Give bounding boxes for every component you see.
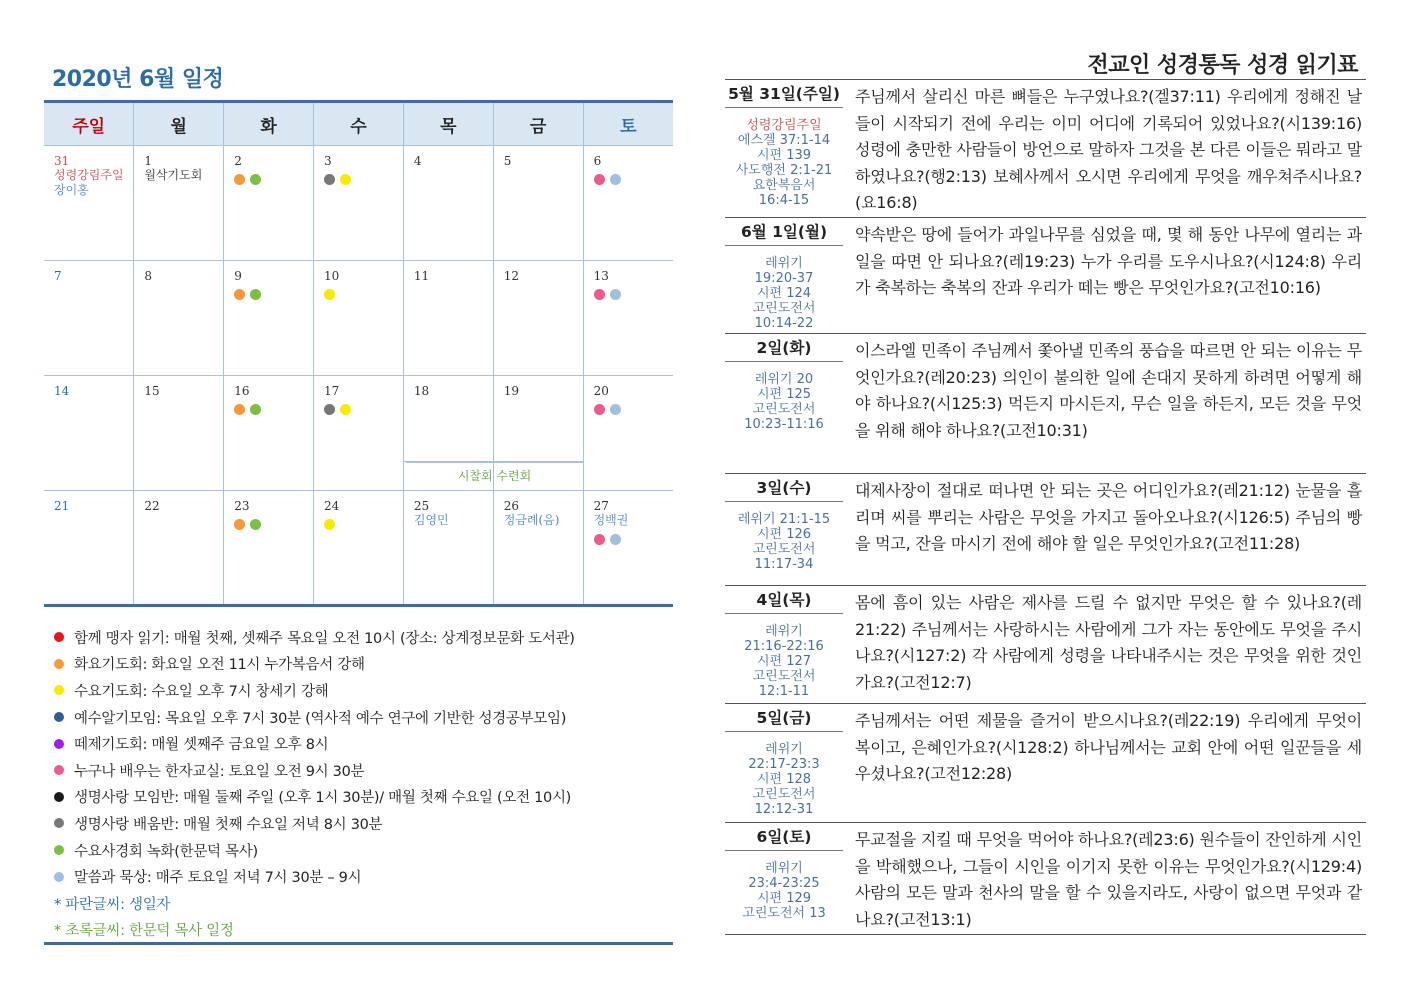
event-dot-icon [234, 519, 245, 530]
calendar-grid [44, 100, 673, 607]
plan-entry-refs [725, 614, 843, 699]
event-dot-icon [610, 534, 621, 545]
legend-dot-icon [54, 632, 64, 642]
calendar-title: 2020년 6월 일정 [52, 67, 224, 92]
plan-entry-questions: 주님께서는 어떤 제물을 즐거이 받으시나요?(레22:19) 우리에게 무엇이 복이고, 은혜인가요?(시128:2) 하나님께서는 교회 안에 어떤 일꾼들을 세우셨나요?(고전12:28) [855, 711, 1362, 783]
weekday-wed: 수 [314, 102, 404, 146]
plan-entry-ref: 시편 125 [756, 387, 812, 402]
plan-entry-ref: 레위기 [765, 624, 803, 639]
calendar-day-cell [224, 491, 314, 606]
day-number: 4 [413, 154, 422, 168]
day-number: 17 [324, 384, 340, 398]
calendar-day-cell [403, 261, 493, 376]
day-number: 14 [54, 384, 70, 398]
plan-entry [725, 586, 1366, 704]
legend-note: * 파란글씨: 생일자 [54, 896, 171, 913]
plan-entry-ref: 10:23-11:16 [744, 417, 824, 432]
plan-entry-questions: 이스라엘 민족이 주님께서 쫓아낼 민족의 풍습을 따르면 안 되는 이유는 무엇인가요?(레20:23) 의인이 불의한 일에 손대지 못하게 하려면 어떻게 해야 하나요?(시125:3) 먹든지 마시든지, 무슨 일을 하든지, 모든 것을 무엇을 위해 해야 하나요?(고전10:31) [855, 341, 1362, 440]
plan-title: 전교인 성경통독 성경 읽기표 [1087, 53, 1358, 78]
weekday-fri: 금 [493, 102, 583, 146]
legend-bottom-rule [44, 942, 673, 945]
legend-text: 수요기도회: 수요일 오후 7시 창세기 강해 [74, 683, 329, 700]
legend-item [54, 810, 674, 837]
legend-dot-icon [54, 872, 64, 882]
legend [54, 624, 674, 943]
event-dot-icon [610, 404, 621, 415]
weekday-tue: 화 [224, 102, 314, 146]
day-note: 성령강림주일 [54, 168, 124, 182]
day-note: 김영민 [413, 513, 449, 527]
day-number: 13 [593, 269, 609, 283]
plan-entry [725, 474, 1366, 586]
reading-plan [725, 79, 1366, 935]
plan-entry-refs [725, 246, 843, 331]
plan-entry-ref: 시편 128 [756, 772, 812, 787]
event-dot-icon [340, 174, 351, 185]
day-number: 15 [144, 384, 160, 398]
legend-text: 누구나 배우는 한자교실: 토요일 오전 9시 30분 [74, 763, 365, 780]
event-dot-icon [250, 174, 261, 185]
day-number: 12 [503, 269, 519, 283]
calendar-day-cell [44, 146, 134, 261]
plan-entry-ref: 요한복음서 [752, 178, 816, 193]
event-dot-icon [340, 404, 351, 415]
event-dot-icon [250, 404, 261, 415]
plan-entry-ref: 레위기 [765, 861, 803, 876]
plan-entry [725, 823, 1366, 935]
plan-entry-ref: 시편 127 [756, 654, 812, 669]
plan-entry-side [725, 218, 843, 333]
legend-item [54, 624, 674, 651]
calendar-day-cell-top [494, 376, 583, 462]
legend-item [54, 651, 674, 678]
legend-item [54, 757, 674, 784]
calendar-day-cell [314, 491, 404, 606]
day-number: 20 [593, 384, 609, 398]
plan-entry-ref: 사도행전 2:1-21 [735, 163, 833, 178]
calendar-day-cell [314, 376, 404, 491]
event-dot-icon [594, 404, 605, 415]
legend-text: 말씀과 묵상: 매주 토요일 저녁 7시 30분 – 9시 [74, 870, 362, 887]
plan-entry-date: 5월 31일(주일) [725, 80, 843, 108]
legend-text: 수요사경회 녹화(한문덕 목사) [74, 843, 258, 860]
legend-note: * 초록글씨: 한문덕 목사 일정 [54, 923, 234, 940]
legend-dot-icon [54, 659, 64, 669]
plan-entry-date: 5일(금) [725, 704, 843, 732]
day-number: 21 [54, 499, 70, 513]
plan-entry-ref: 고린도전서 [752, 669, 816, 684]
plan-entry-ref: 고린도전서 [752, 301, 816, 316]
plan-entry-side [725, 704, 843, 822]
event-dot-icon [594, 289, 605, 300]
plan-entry-ref: 에스겔 37:1-14 [737, 133, 831, 148]
day-number: 2 [234, 154, 242, 168]
day-note: 월삭기도회 [144, 168, 203, 182]
event-dots [234, 404, 313, 415]
legend-dot-icon [54, 792, 64, 802]
day-number: 3 [324, 154, 332, 168]
day-number: 11 [413, 269, 430, 283]
legend-text: 함께 맹자 읽기: 매월 첫째, 셋째주 목요일 오전 10시 (장소: 상계정보문화 도서관) [74, 630, 575, 647]
day-number: 6 [593, 154, 602, 168]
legend-text: 예수알기모임: 목요일 오후 7시 30분 (역사적 예수 연구에 기반한 성경공부모임) [74, 710, 567, 727]
legend-item [54, 784, 674, 811]
legend-item [54, 704, 674, 731]
plan-entry-refs [725, 108, 843, 208]
plan-entry-ref: 11:17-34 [754, 557, 814, 572]
plan-entry-questions: 무교절을 지킬 때 무엇을 먹어야 하나요?(레23:6) 원수들이 잔인하게 시인을 박해했으나, 그들이 시인을 이기지 못한 이유는 무엇인가요?(시129:4) 사람의 모든 말과 천사의 말을 할 수 있을지라도, 사랑이 없으면 무엇과 같나요?(고전13:1) [855, 830, 1362, 929]
plan-entry-ref: 16:4-15 [758, 193, 810, 208]
calendar-day-cell [493, 491, 583, 606]
plan-entry-ref: 12:1-11 [758, 684, 810, 699]
plan-entry-date: 6월 1일(월) [725, 218, 843, 246]
day-number: 1 [144, 154, 152, 168]
plan-entry-date: 3일(수) [725, 474, 843, 502]
plan-entry-ref: 레위기 [765, 742, 803, 757]
calendar-week-row [44, 491, 673, 606]
plan-entry [725, 218, 1366, 334]
event-dot-icon [324, 174, 335, 185]
plan-entry-ref: 12:12-31 [754, 802, 814, 817]
day-number: 26 [503, 499, 519, 513]
event-dot-icon [324, 404, 335, 415]
legend-item [54, 730, 674, 757]
weekday-sat: 토 [583, 102, 673, 146]
plan-entry-date: 6일(토) [725, 823, 843, 851]
calendar-day-cell [134, 376, 224, 491]
calendar-day-cell [314, 146, 404, 261]
calendar-day-cell [44, 261, 134, 376]
legend-item [54, 863, 674, 890]
event-dot-icon [594, 174, 605, 185]
day-number: 24 [324, 499, 340, 513]
plan-entry-ref: 시편 126 [756, 527, 812, 542]
plan-entry-highlight: 성령강림주일 [746, 118, 822, 133]
day-number: 7 [54, 269, 62, 283]
event-dots [234, 289, 313, 300]
calendar-day-cell [224, 376, 314, 491]
day-number: 9 [234, 269, 242, 283]
calendar-day-cell [224, 261, 314, 376]
event-dots [234, 174, 313, 185]
plan-entry-ref: 19:20-37 [754, 271, 814, 286]
calendar-day-cell-top [404, 376, 493, 462]
plan-entry-ref: 레위기 21:1-15 [737, 512, 831, 527]
event-dots [324, 174, 403, 185]
event-dots [594, 404, 673, 415]
plan-entry [725, 334, 1366, 474]
legend-text: 떼제기도회: 매월 셋째주 금요일 오후 8시 [74, 737, 329, 754]
event-dot-icon [234, 404, 245, 415]
plan-entry-ref: 시편 139 [756, 148, 812, 163]
plan-entry-ref: 고린도전서 [752, 542, 816, 557]
calendar-day-cell [44, 491, 134, 606]
calendar-day-cell [403, 491, 493, 606]
plan-entry-questions: 약속받은 땅에 들어가 과일나무를 심었을 때, 몇 해 동안 나무에 열리는 과일을 따면 안 되나요?(레19:23) 누가 우리를 도우시나요?(시124:8) 우리가 축복하는 축복의 잔과 우리가 떼는 빵은 무엇인가요?(고전10:16) [855, 225, 1362, 297]
calendar-day-cell [403, 146, 493, 261]
plan-entry-date: 4일(목) [725, 586, 843, 614]
day-number: 5 [503, 154, 512, 168]
plan-entry-refs [725, 732, 843, 817]
plan-entry-ref: 21:16-22:16 [744, 639, 824, 654]
event-dot-icon [324, 519, 335, 530]
legend-dot-icon [54, 685, 64, 695]
event-dot-icon [234, 289, 245, 300]
day-number: 10 [324, 269, 340, 283]
event-dots [324, 289, 403, 300]
plan-entry-questions: 주님께서 살리신 마른 뼈들은 누구였나요?(겔37:11) 우리에게 정해진 날들이 시작되기 전에 우리는 이미 어디에 기록되어 있었나요?(시139:16) 성령에 충만한 사람들이 방언으로 말하자 그것을 본 다른 이들은 뭐라고 말하였나요?(행2:13) 보혜사께서 오시면 우리에게 무엇을 깨우쳐주시나요?(요16:8) [855, 87, 1362, 212]
day-number: 31 [54, 154, 70, 168]
legend-dot-icon [54, 845, 64, 855]
legend-dot-icon [54, 712, 64, 722]
plan-entry [725, 80, 1366, 218]
plan-entry-date: 2일(화) [725, 334, 843, 362]
day-number: 18 [413, 384, 430, 398]
event-dots [324, 519, 403, 530]
day-number: 16 [234, 384, 250, 398]
calendar-day-cell [583, 376, 673, 491]
legend-dot-icon [54, 739, 64, 749]
event-dots [594, 289, 673, 300]
plan-entry-questions: 대제사장이 절대로 떠나면 안 되는 곳은 어디인가요?(레21:12) 눈물을 흘리며 씨를 뿌리는 사람은 무엇을 가지고 돌아오나요?(시126:5) 주님의 빵을 먹고, 잔을 마시기 전에 해야 할 일은 무엇인가요?(고전11:28) [855, 481, 1362, 553]
event-dot-icon [594, 534, 605, 545]
calendar-day-cell [134, 261, 224, 376]
legend-text: 생명사랑 모임반: 매월 둘째 주일 (오후 1시 30분)/ 매월 첫째 수요일 (오전 10시) [74, 790, 572, 807]
event-dot-icon [324, 289, 335, 300]
event-dots [324, 404, 403, 415]
calendar-day-cell [134, 146, 224, 261]
plan-entry-ref: 시편 124 [756, 286, 812, 301]
event-dots [234, 519, 313, 530]
plan-entry-ref: 23:4-23:25 [748, 876, 820, 891]
plan-entry-side [725, 586, 843, 703]
plan-entry [725, 704, 1366, 823]
plan-entry-ref: 고린도전서 [752, 402, 816, 417]
plan-entry-refs [725, 851, 843, 921]
plan-entry-refs [725, 362, 843, 432]
event-dot-icon [250, 289, 261, 300]
weekday-sun: 주일 [44, 102, 134, 146]
calendar-week-row [44, 146, 673, 261]
plan-entry-side [725, 80, 843, 217]
day-note: 장이홍 [54, 183, 89, 197]
day-note: 정금례(음) [503, 513, 560, 527]
legend-dot-icon [54, 818, 64, 828]
day-note: 정백권 [593, 513, 629, 527]
calendar-day-cell [493, 146, 583, 261]
span-event-retreat: 시찰회 수련회 [406, 462, 584, 488]
legend-item [54, 677, 674, 704]
plan-entry-side [725, 474, 843, 585]
day-number: 27 [593, 499, 609, 513]
plan-entry-side [725, 823, 843, 934]
calendar-day-cell [583, 146, 673, 261]
weekday-mon: 월 [134, 102, 224, 146]
plan-entry-ref: 시편 129 [756, 891, 812, 906]
legend-text: 화요기도회: 화요일 오전 11시 누가복음서 강해 [74, 657, 365, 674]
event-dots [594, 174, 673, 185]
event-dot-icon [250, 519, 261, 530]
event-dots [594, 534, 673, 545]
calendar-day-cell [493, 261, 583, 376]
legend-text: 생명사랑 배움반: 매월 첫째 수요일 저녁 8시 30분 [74, 816, 383, 833]
calendar-day-cell [583, 491, 673, 606]
calendar-day-cell [314, 261, 404, 376]
plan-entry-ref: 22:17-23:3 [748, 757, 820, 772]
event-dot-icon [234, 174, 245, 185]
plan-entry-ref: 레위기 [765, 256, 803, 271]
weekday-header-row [44, 102, 673, 146]
plan-entry-refs [725, 502, 843, 572]
plan-entry-ref: 레위기 20 [754, 372, 814, 387]
legend-dot-icon [54, 765, 64, 775]
event-dot-icon [610, 174, 621, 185]
calendar-week-row [44, 261, 673, 376]
day-number: 8 [144, 269, 152, 283]
day-number: 25 [413, 499, 430, 513]
plan-entry-ref: 고린도전서 [752, 787, 816, 802]
legend-item [54, 837, 674, 864]
day-number: 22 [144, 499, 160, 513]
day-number: 23 [234, 499, 250, 513]
calendar-day-cell [224, 146, 314, 261]
plan-entry-side [725, 334, 843, 473]
plan-entry-questions: 몸에 흠이 있는 사람은 제사를 드릴 수 없지만 무엇은 할 수 있나요?(레21:22) 주님께서는 사랑하시는 사람에게 그가 자는 동안에도 무엇을 주시나요?(시127:2) 각 사람에게 성령을 나타내주시는 것은 무엇을 위한 것인가요?(고전12:7) [855, 593, 1362, 692]
calendar-day-cell [134, 491, 224, 606]
day-number: 19 [503, 384, 519, 398]
plan-entry-ref: 고린도전서 13 [742, 906, 826, 921]
calendar-day-cell [44, 376, 134, 491]
weekday-thu: 목 [403, 102, 493, 146]
calendar-day-cell [583, 261, 673, 376]
event-dot-icon [610, 289, 621, 300]
plan-entry-ref: 10:14-22 [754, 316, 814, 331]
